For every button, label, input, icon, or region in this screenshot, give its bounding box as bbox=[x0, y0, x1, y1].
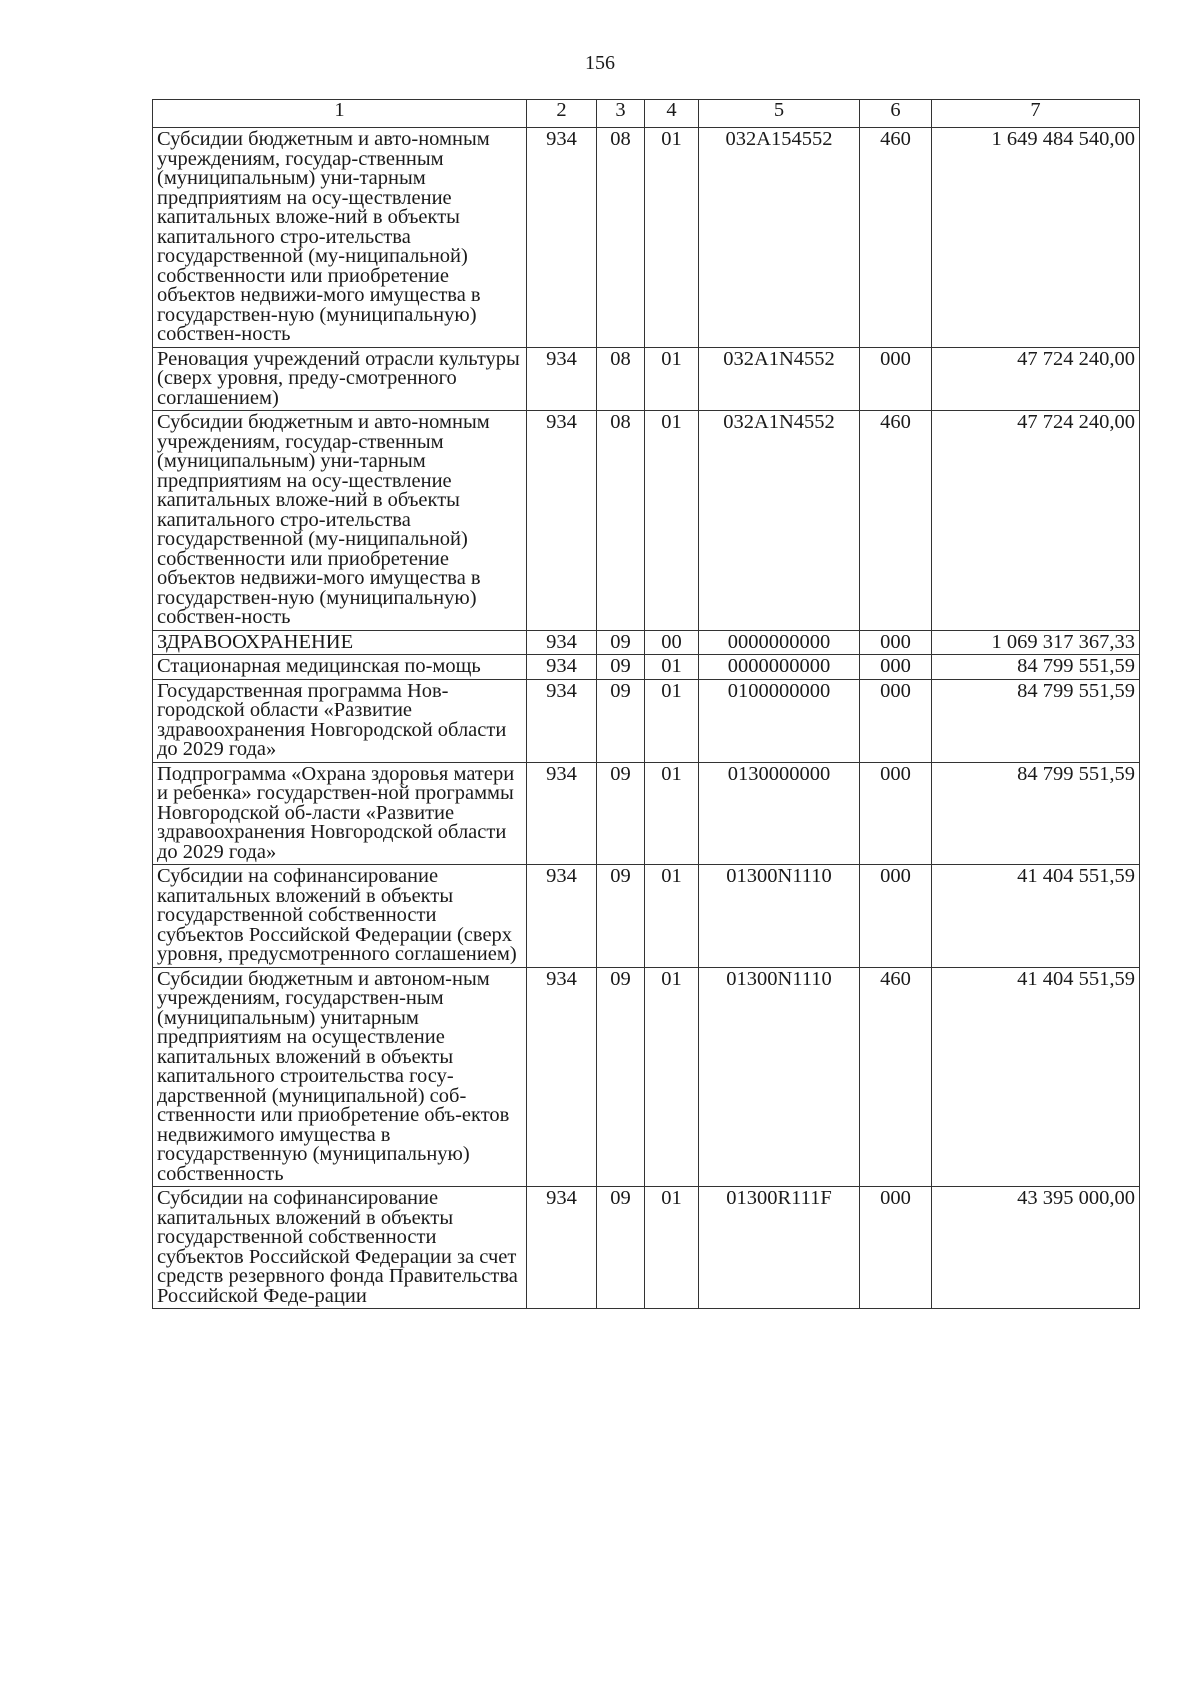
row-ministry: 934 bbox=[527, 411, 597, 631]
col-header: 5 bbox=[699, 100, 860, 128]
row-section: 09 bbox=[597, 1187, 645, 1309]
col-header: 6 bbox=[860, 100, 932, 128]
row-name: Реновация учреждений отрасли культуры (сверх уровня, преду-смотренного соглашением) bbox=[153, 347, 527, 411]
row-name: Субсидии бюджетным и автоном-ным учреждениям, государствен-ным (муниципальным) унитарным предприятиям на осуществление капитальных вложений в объекты капитального строительства госу-дарственной (муниципальной) соб-ственности или приобретение объ-ектов недвижимого имущества в государственную (муниципальную) собственность bbox=[153, 967, 527, 1187]
row-name: ЗДРАВООХРАНЕНИЕ bbox=[153, 630, 527, 655]
row-section: 09 bbox=[597, 865, 645, 968]
table-row bbox=[153, 762, 1140, 865]
row-target: 01300R111F bbox=[699, 1187, 860, 1309]
col-header: 7 bbox=[932, 100, 1140, 128]
row-name: Подпрограмма «Охрана здоровья матери и ребенка» государствен-ной программы Новгородской об-ласти «Развитие здравоохранения Новгородской области до 2029 года» bbox=[153, 762, 527, 865]
table-row bbox=[153, 411, 1140, 631]
row-target: 01300N1110 bbox=[699, 865, 860, 968]
row-subsection: 01 bbox=[645, 347, 699, 411]
row-section: 08 bbox=[597, 411, 645, 631]
row-subsection: 01 bbox=[645, 411, 699, 631]
row-expense-type: 460 bbox=[860, 967, 932, 1187]
row-target: 01300N1110 bbox=[699, 967, 860, 1187]
row-expense-type: 000 bbox=[860, 865, 932, 968]
budget-table bbox=[152, 99, 1140, 1309]
row-subsection: 01 bbox=[645, 679, 699, 762]
row-name: Стационарная медицинская по-мощь bbox=[153, 655, 527, 680]
table-row bbox=[153, 967, 1140, 1187]
row-expense-type: 000 bbox=[860, 762, 932, 865]
row-target: 0130000000 bbox=[699, 762, 860, 865]
row-section: 09 bbox=[597, 630, 645, 655]
table-row bbox=[153, 630, 1140, 655]
row-amount: 47 724 240,00 bbox=[932, 411, 1140, 631]
table-row bbox=[153, 128, 1140, 348]
row-ministry: 934 bbox=[527, 655, 597, 680]
row-amount: 84 799 551,59 bbox=[932, 762, 1140, 865]
row-amount: 84 799 551,59 bbox=[932, 679, 1140, 762]
row-section: 09 bbox=[597, 655, 645, 680]
row-ministry: 934 bbox=[527, 1187, 597, 1309]
row-expense-type: 000 bbox=[860, 655, 932, 680]
row-target: 032A1N4552 bbox=[699, 411, 860, 631]
row-amount: 1 649 484 540,00 bbox=[932, 128, 1140, 348]
row-ministry: 934 bbox=[527, 347, 597, 411]
row-amount: 41 404 551,59 bbox=[932, 967, 1140, 1187]
row-amount: 47 724 240,00 bbox=[932, 347, 1140, 411]
row-amount: 1 069 317 367,33 bbox=[932, 630, 1140, 655]
row-name: Субсидии на софинансирование капитальных вложений в объекты государственной собственности субъектов Российской Федерации за счет средств резервного фонда Правительства Российской Феде-рации bbox=[153, 1187, 527, 1309]
row-subsection: 00 bbox=[645, 630, 699, 655]
row-section: 09 bbox=[597, 967, 645, 1187]
row-ministry: 934 bbox=[527, 967, 597, 1187]
row-subsection: 01 bbox=[645, 967, 699, 1187]
row-subsection: 01 bbox=[645, 762, 699, 865]
page-number: 156 bbox=[585, 52, 615, 74]
row-amount: 84 799 551,59 bbox=[932, 655, 1140, 680]
row-amount: 43 395 000,00 bbox=[932, 1187, 1140, 1309]
row-ministry: 934 bbox=[527, 630, 597, 655]
row-name: Субсидии бюджетным и авто-номным учреждениям, государ-ственным (муниципальным) уни-тарным предприятиям на осу-ществление капитальных вложе-ний в объекты капитального стро-ительства государственной (му-ниципальной) собственности или приобретение объектов недвижи-мого имущества в государствен-ную (муниципальную) собствен-ность bbox=[153, 128, 527, 348]
row-target: 032A154552 bbox=[699, 128, 860, 348]
row-name: Субсидии бюджетным и авто-номным учреждениям, государ-ственным (муниципальным) уни-тарным предприятиям на осу-ществление капитальных вложе-ний в объекты капитального стро-ительства государственной (му-ниципальной) собственности или приобретение объектов недвижи-мого имущества в государствен-ную (муниципальную) собствен-ность bbox=[153, 411, 527, 631]
row-subsection: 01 bbox=[645, 128, 699, 348]
row-subsection: 01 bbox=[645, 865, 699, 968]
table-row bbox=[153, 865, 1140, 968]
row-expense-type: 460 bbox=[860, 128, 932, 348]
col-header: 2 bbox=[527, 100, 597, 128]
col-header: 1 bbox=[153, 100, 527, 128]
row-section: 08 bbox=[597, 347, 645, 411]
row-expense-type: 000 bbox=[860, 347, 932, 411]
row-target: 0000000000 bbox=[699, 655, 860, 680]
row-subsection: 01 bbox=[645, 655, 699, 680]
row-target: 0000000000 bbox=[699, 630, 860, 655]
row-expense-type: 000 bbox=[860, 679, 932, 762]
row-ministry: 934 bbox=[527, 679, 597, 762]
row-name: Государственная программа Нов-городской области «Развитие здравоохранения Новгородской области до 2029 года» bbox=[153, 679, 527, 762]
row-section: 08 bbox=[597, 128, 645, 348]
row-expense-type: 460 bbox=[860, 411, 932, 631]
header-row bbox=[153, 100, 1140, 128]
row-ministry: 934 bbox=[527, 762, 597, 865]
row-name: Субсидии на софинансирование капитальных вложений в объекты государственной собственности субъектов Российской Федерации (сверх уровня, предусмотренного соглашением) bbox=[153, 865, 527, 968]
row-amount: 41 404 551,59 bbox=[932, 865, 1140, 968]
col-header: 3 bbox=[597, 100, 645, 128]
row-section: 09 bbox=[597, 762, 645, 865]
row-target: 032A1N4552 bbox=[699, 347, 860, 411]
row-subsection: 01 bbox=[645, 1187, 699, 1309]
row-ministry: 934 bbox=[527, 128, 597, 348]
table-row bbox=[153, 1187, 1140, 1309]
row-target: 0100000000 bbox=[699, 679, 860, 762]
row-ministry: 934 bbox=[527, 865, 597, 968]
table-row bbox=[153, 347, 1140, 411]
row-expense-type: 000 bbox=[860, 630, 932, 655]
col-header: 4 bbox=[645, 100, 699, 128]
table-row bbox=[153, 655, 1140, 680]
table-row bbox=[153, 679, 1140, 762]
row-expense-type: 000 bbox=[860, 1187, 932, 1309]
row-section: 09 bbox=[597, 679, 645, 762]
